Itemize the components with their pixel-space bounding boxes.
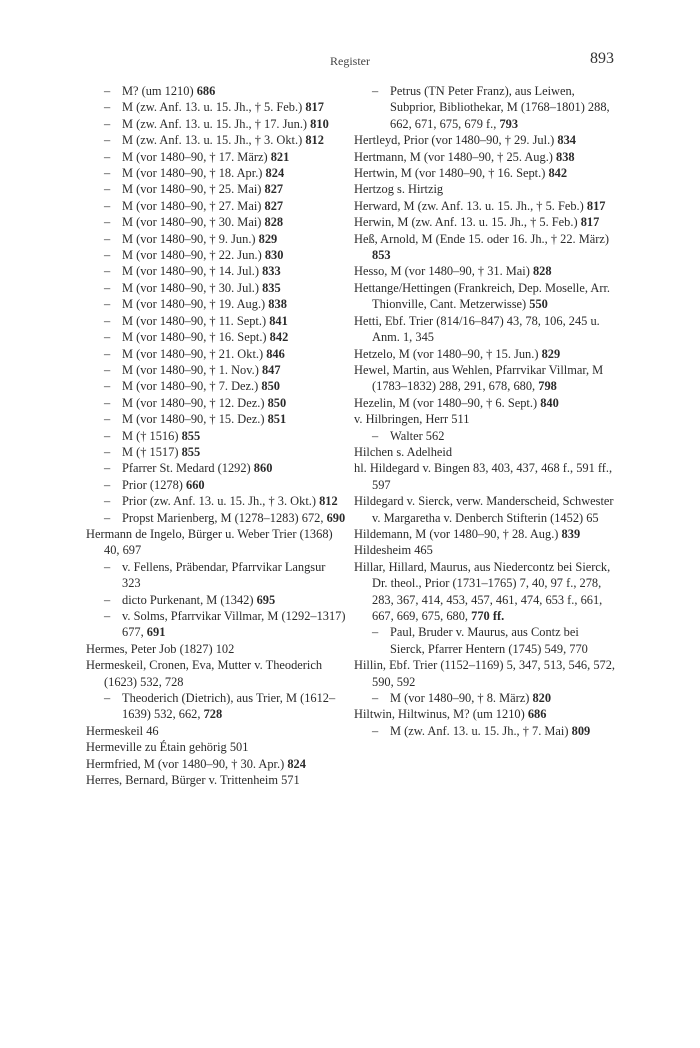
entry-text: Hertmann, M (vor 1480–90, † 25. Aug.) xyxy=(354,149,553,164)
entry-text: Hillin, Ebf. Trier (1152–1169) 5, 347, 513, 546, 572, 590, 592 xyxy=(354,658,616,689)
entry-text: M (vor 1480–90, † 30. Jul.) xyxy=(122,280,259,295)
page-number: 893 xyxy=(590,50,614,67)
entry-text: Hesso, M (vor 1480–90, † 31. Mai) xyxy=(354,264,530,279)
index-subentry xyxy=(86,608,346,641)
index-entry xyxy=(354,280,616,313)
index-entry xyxy=(354,313,616,346)
entry-text: Petrus (TN Peter Franz), aus Leiwen, Subprior, Bibliothekar, M (1768–1801) 288, 662, 671, 675, 679 f., xyxy=(390,84,610,131)
index-entry xyxy=(354,559,616,625)
entry-main-reference: 812 xyxy=(319,494,338,509)
index-subentry xyxy=(354,624,616,657)
entry-text: Hermeville zu Étain gehörig 501 xyxy=(86,740,249,755)
entry-main-reference: 829 xyxy=(258,231,278,246)
entry-text: Hertzog s. Hirtzig xyxy=(354,182,444,197)
entry-text: M († 1516) xyxy=(122,428,179,443)
entry-main-reference: 846 xyxy=(266,346,285,361)
entry-main-reference: 824 xyxy=(287,756,306,771)
entry-text: Hermann de Ingelo, Bürger u. Weber Trier (1368) 40, 697 xyxy=(86,526,333,558)
entry-text: Hertwin, M (vor 1480–90, † 16. Sept.) xyxy=(354,166,546,181)
entry-main-reference: 550 xyxy=(529,297,548,312)
entry-main-reference: 817 xyxy=(580,215,600,230)
index-subentry xyxy=(86,231,346,247)
entry-text: M (vor 1480–90, † 15. Dez.) xyxy=(122,412,265,427)
index-entry xyxy=(354,346,616,362)
entry-main-reference: 835 xyxy=(262,280,281,295)
entry-main-reference: 809 xyxy=(571,723,591,738)
running-title: Register xyxy=(330,54,370,68)
index-subentry xyxy=(86,116,346,132)
entry-text: Herres, Bernard, Bürger v. Trittenheim 571 xyxy=(86,773,300,788)
entry-text: v. Hilbringen, Herr 511 xyxy=(354,412,470,427)
entry-text: M (zw. Anf. 13. u. 15. Jh., † 3. Okt.) xyxy=(122,133,303,148)
entry-main-reference: 847 xyxy=(261,362,281,377)
index-subentry xyxy=(86,296,346,312)
entry-text: M (vor 1480–90, † 7. Dez.) xyxy=(122,379,259,394)
index-subentry xyxy=(86,132,346,148)
index-entry xyxy=(86,641,346,657)
entry-text: Herwin, M (zw. Anf. 13. u. 15. Jh., † 5. Feb.) xyxy=(354,215,578,230)
entry-text: hl. Hildegard v. Bingen 83, 403, 437, 468 f., 591 ff., 597 xyxy=(354,461,613,492)
index-subentry xyxy=(354,690,616,706)
entry-text: Hettange/Hettingen (Frankreich, Dep. Moselle, Arr. Thionville, Cant. Metzerwisse) xyxy=(354,280,610,312)
entry-text: Hildegard v. Sierck, verw. Manderscheid, Schwester v. Margaretha v. Denberch Stifterin (1452) 65 xyxy=(354,494,614,525)
entry-main-reference: 830 xyxy=(264,248,284,263)
entry-text: M (vor 1480–90, † 9. Jun.) xyxy=(122,231,256,246)
entry-main-reference: 833 xyxy=(262,264,281,279)
entry-text: M (vor 1480–90, † 11. Sept.) xyxy=(122,313,267,328)
index-entry xyxy=(354,165,616,181)
entry-main-reference: 841 xyxy=(269,313,288,328)
entry-text: M (zw. Anf. 13. u. 15. Jh., † 7. Mai) xyxy=(390,723,569,738)
entry-main-reference: 824 xyxy=(265,166,285,181)
entry-text: Paul, Bruder v. Maurus, aus Contz bei Sierck, Pfarrer Hentern (1745) 549, 770 xyxy=(390,625,588,656)
entry-main-reference: 860 xyxy=(253,461,273,476)
entry-text: dicto Purkenant, M (1342) xyxy=(122,592,254,607)
entry-text: M (vor 1480–90, † 21. Okt.) xyxy=(122,346,264,361)
index-entry xyxy=(354,526,616,542)
entry-text: Pfarrer St. Medard (1292) xyxy=(122,461,251,476)
entry-text: Heß, Arnold, M (Ende 15. oder 16. Jh., † 22. März) xyxy=(354,231,609,246)
entry-text: Herward, M (zw. Anf. 13. u. 15. Jh., † 5. Feb.) xyxy=(354,198,584,213)
entry-text: M (zw. Anf. 13. u. 15. Jh., † 5. Feb.) xyxy=(122,100,303,115)
entry-text: M (vor 1480–90, † 1. Nov.) xyxy=(122,362,259,377)
entry-text: M (vor 1480–90, † 16. Sept.) xyxy=(122,330,267,345)
entry-main-reference: 851 xyxy=(267,412,287,427)
index-entry xyxy=(354,132,616,148)
entry-text: M (vor 1480–90, † 17. März) xyxy=(122,149,268,164)
entry-text: Hertleyd, Prior (vor 1480–90, † 29. Jul.) xyxy=(354,133,555,148)
entry-main-reference: 842 xyxy=(269,330,289,345)
index-column-left xyxy=(86,83,346,788)
entry-text: Hillar, Hillard, Maurus, aus Niedercontz bei Sierck, Dr. theol., Prior (1731–1765) 7, 40, 97 f., 278, 283, 367, 414, 453, 457, 461, 474, 653 f., 661, 667, 669, 675, 680, xyxy=(354,559,611,623)
entry-text: Hermeskeil 46 xyxy=(86,723,159,738)
entry-text: M (vor 1480–90, † 18. Apr.) xyxy=(122,166,263,181)
index-subentry xyxy=(86,477,346,493)
index-subentry xyxy=(86,165,346,181)
index-subentry xyxy=(86,149,346,165)
index-subentry xyxy=(86,198,346,214)
entry-text: Hildesheim 465 xyxy=(354,543,433,558)
index-subentry xyxy=(86,559,346,592)
entry-text: M (vor 1480–90, † 25. Mai) xyxy=(122,182,262,197)
index-subentry xyxy=(86,83,346,99)
index-subentry xyxy=(86,99,346,115)
entry-text: Hezelin, M (vor 1480–90, † 6. Sept.) xyxy=(354,395,538,410)
index-subentry xyxy=(86,460,346,476)
entry-text: M (vor 1480–90, † 19. Aug.) xyxy=(122,297,266,312)
index-subentry xyxy=(86,280,346,296)
index-subentry xyxy=(86,362,346,378)
entry-text: Hermes, Peter Job (1827) 102 xyxy=(86,641,235,656)
entry-main-reference: 827 xyxy=(264,198,284,213)
entry-text: Theoderich (Dietrich), aus Trier, M (1612–1639) 532, 662, xyxy=(122,691,336,722)
entry-main-reference: 840 xyxy=(540,395,559,410)
entry-main-reference: 839 xyxy=(561,526,581,541)
entry-main-reference: 691 xyxy=(146,625,166,640)
entry-text: M (vor 1480–90, † 14. Jul.) xyxy=(122,264,259,279)
entry-main-reference: 793 xyxy=(499,116,519,131)
index-entry xyxy=(86,756,346,772)
entry-main-reference: 828 xyxy=(532,264,552,279)
index-subentry xyxy=(86,329,346,345)
index-entry xyxy=(354,214,616,230)
entry-text: M (vor 1480–90, † 27. Mai) xyxy=(122,198,262,213)
index-subentry xyxy=(86,214,346,230)
index-subentry xyxy=(354,428,616,444)
entry-main-reference: 817 xyxy=(305,100,324,115)
index-subentry xyxy=(86,378,346,394)
index-entry xyxy=(354,493,616,526)
index-subentry xyxy=(86,395,346,411)
entry-main-reference: 842 xyxy=(548,166,568,181)
entry-text: M (vor 1480–90, † 8. März) xyxy=(390,691,530,706)
index-subentry xyxy=(354,723,616,739)
index-entry xyxy=(354,263,616,279)
index-entry xyxy=(354,460,616,493)
index-subentry xyxy=(86,690,346,723)
entry-text: Hiltwin, Hiltwinus, M? (um 1210) xyxy=(354,707,525,722)
entry-main-reference: 850 xyxy=(267,395,287,410)
entry-main-reference: 686 xyxy=(527,707,547,722)
entry-text: M (vor 1480–90, † 12. Dez.) xyxy=(122,395,265,410)
index-subentry xyxy=(86,263,346,279)
index-entry xyxy=(354,542,616,558)
entry-main-reference: 855 xyxy=(181,444,201,459)
entry-main-reference: 728 xyxy=(203,707,223,722)
entry-main-reference: 855 xyxy=(181,428,201,443)
index-entry xyxy=(354,706,616,722)
index-subentry xyxy=(86,444,346,460)
index-entry xyxy=(354,395,616,411)
entry-text: M (zw. Anf. 13. u. 15. Jh., † 17. Jun.) xyxy=(122,116,308,131)
entry-main-reference: 829 xyxy=(541,346,561,361)
entry-main-reference: 834 xyxy=(557,133,576,148)
index-subentry xyxy=(86,181,346,197)
entry-text: M (vor 1480–90, † 30. Mai) xyxy=(122,215,262,230)
entry-text: M († 1517) xyxy=(122,444,179,459)
entry-text: Propst Marienberg, M (1278–1283) 672, xyxy=(122,510,324,525)
index-entry xyxy=(86,657,346,690)
entry-main-reference: 850 xyxy=(261,379,280,394)
index-entry xyxy=(86,739,346,755)
entry-text: v. Fellens, Präbendar, Pfarrvikar Langsur 323 xyxy=(122,559,326,591)
index-entry xyxy=(86,526,346,559)
index-subentry xyxy=(86,493,346,509)
index-entry xyxy=(354,198,616,214)
index-subentry xyxy=(86,428,346,444)
index-entry xyxy=(354,362,616,395)
index-entry xyxy=(354,231,616,264)
entry-main-reference: 798 xyxy=(538,379,557,394)
entry-text: Hewel, Martin, aus Wehlen, Pfarrvikar Villmar, M (1783–1832) 288, 291, 678, 680, xyxy=(354,362,604,394)
index-subentry xyxy=(86,346,346,362)
entry-text: Prior (zw. Anf. 13. u. 15. Jh., † 3. Okt.) xyxy=(122,494,316,509)
index-subentry xyxy=(86,313,346,329)
entry-main-reference: 686 xyxy=(196,84,216,98)
entry-main-reference: 690 xyxy=(326,510,346,525)
index-subentry xyxy=(86,592,346,608)
index-entry xyxy=(354,181,616,197)
entry-main-reference: 821 xyxy=(270,149,290,164)
entry-main-reference: 838 xyxy=(268,297,287,312)
entry-main-reference: 838 xyxy=(556,149,575,164)
entry-text: Hermfried, M (vor 1480–90, † 30. Apr.) xyxy=(86,756,285,771)
index-entry xyxy=(354,444,616,460)
entry-text: Hetzelo, M (vor 1480–90, † 15. Jun.) xyxy=(354,346,539,361)
entry-main-reference: 810 xyxy=(310,116,329,131)
entry-main-reference: 695 xyxy=(256,592,276,607)
running-header xyxy=(86,50,614,72)
index-entry xyxy=(354,411,616,427)
entry-text: Prior (1278) xyxy=(122,477,183,492)
index-subentry xyxy=(354,83,616,132)
index-entry xyxy=(86,772,346,788)
index-subentry xyxy=(86,247,346,263)
entry-main-reference: 828 xyxy=(264,215,284,230)
entry-text: Hildemann, M (vor 1480–90, † 28. Aug.) xyxy=(354,526,559,541)
entry-text: Hetti, Ebf. Trier (814/16–847) 43, 78, 106, 245 u. Anm. 1, 345 xyxy=(354,313,600,345)
entry-text: v. Solms, Pfarrvikar Villmar, M (1292–1317) 677, xyxy=(122,609,346,640)
entry-main-reference: 770 ff. xyxy=(471,609,505,623)
entry-main-reference: 660 xyxy=(186,477,205,492)
entry-text: Hilchen s. Adelheid xyxy=(354,444,453,459)
entry-text: Hermeskeil, Cronen, Eva, Mutter v. Theoderich (1623) 532, 728 xyxy=(86,658,323,689)
entry-text: M (vor 1480–90, † 22. Jun.) xyxy=(122,248,262,263)
entry-main-reference: 812 xyxy=(305,133,324,148)
index-entry xyxy=(354,149,616,165)
index-subentry xyxy=(86,411,346,427)
index-entry xyxy=(86,723,346,739)
entry-main-reference: 827 xyxy=(264,182,284,197)
index-entry xyxy=(354,657,616,690)
entry-main-reference: 817 xyxy=(586,198,606,213)
entry-text: Walter 562 xyxy=(390,428,445,443)
entry-main-reference: 853 xyxy=(372,248,391,263)
index-subentry xyxy=(86,510,346,526)
entry-main-reference: 820 xyxy=(532,691,552,706)
index-column-right xyxy=(354,83,616,739)
entry-text: M? (um 1210) xyxy=(122,84,194,98)
